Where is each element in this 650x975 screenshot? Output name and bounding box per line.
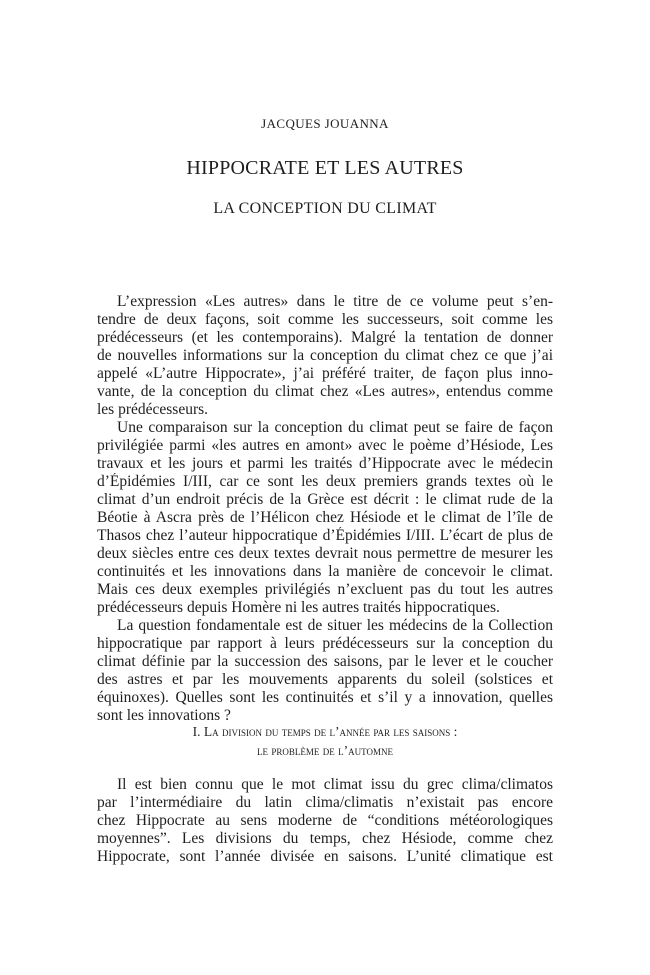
text-line: Une comparaison sur la conception du climat peut se faire de façon	[117, 419, 553, 436]
text-line: Béotie à Ascra près de l’Hélicon chez Hésiode et le climat de l’île de	[97, 509, 553, 526]
section-heading-line: le problème de l’automne	[257, 743, 393, 758]
author-name: JACQUES JOUANNA	[261, 116, 389, 131]
text-line: équinoxes). Quelles sont les continuités et s’il y a innovation, quelles	[97, 689, 553, 706]
text-line: vante, de la conception du climat chez «Les autres», entendus comme	[97, 383, 553, 400]
body-text	[97, 293, 553, 725]
text-line: Il est bien connu que le mot climat issu du grec clima/climatos	[117, 776, 553, 793]
chapter-title: HIPPOCRATE ET LES AUTRES	[186, 157, 464, 179]
text-line: climat d’un endroit précis de la Grèce est décrit : le climat rude de la	[97, 491, 553, 508]
text-line: hippocratique par rapport à leurs prédécesseurs sur la conception du	[97, 635, 553, 652]
text-line: les prédécesseurs.	[97, 401, 209, 418]
text-line: L’expression «Les autres» dans le titre de ce volume peut s’en-	[117, 293, 553, 310]
text-line: appelé «L’autre Hippocrate», j’ai préféré traiter, de façon plus inno-	[97, 365, 553, 382]
text-line: Hippocrate, sont l’année divisée en saisons. L’unité climatique est	[97, 848, 553, 865]
text-line: d’Épidémies I/III, car ce sont les deux premiers grands textes où le	[97, 473, 553, 490]
text-line: continuités et les innovations dans la manière de concevoir le climat.	[97, 563, 553, 580]
text-line: moyennes”. Les divisions du temps, chez Hésiode, comme chez	[97, 830, 553, 847]
text-line: par l’intermédiaire du latin clima/climatis n’existait pas encore	[97, 794, 553, 811]
text-line: prédécesseurs depuis Homère ni les autres traités hippocratiques.	[97, 599, 500, 616]
text-line: sont les innovations ?	[97, 707, 231, 724]
text-line: prédécesseurs (et les contemporains). Malgré la tentation de donner	[97, 329, 553, 346]
text-line: chez Hippocrate au sens moderne de “conditions météorologiques	[97, 812, 553, 829]
text-line: des astres et par les mouvements apparents du soleil (solstices et	[97, 671, 553, 688]
text-line: privilégiée parmi «les autres en amont» avec le poème d’Hésiode, Les	[97, 437, 553, 454]
body-text-continued	[97, 776, 553, 866]
text-line: tendre de deux façons, soit comme les successeurs, soit comme les	[97, 311, 553, 328]
text-line: deux siècles entre ces deux textes devrait nous permettre de mesurer les	[97, 545, 553, 562]
text-line: Thasos chez l’auteur hippocratique d’Épidémies I/III. L’écart de plus de	[97, 527, 553, 544]
text-line: Mais ces deux exemples privilégiés n’excluent pas du tout les autres	[97, 581, 553, 598]
section-heading-line: I. La division du temps de l’année par les saisons :	[192, 724, 458, 739]
section-heading	[97, 722, 553, 760]
text-line: climat définie par la succession des saisons, par le lever et le coucher	[97, 653, 553, 670]
text-line: La question fondamentale est de situer les médecins de la Collection	[117, 617, 553, 634]
text-line: travaux et les jours et parmi les traités d’Hippocrate avec le médecin	[97, 455, 553, 472]
text-line: de nouvelles informations sur la conception du climat chez ce que j’ai	[97, 347, 553, 364]
chapter-subtitle: LA CONCEPTION DU CLIMAT	[213, 200, 437, 217]
